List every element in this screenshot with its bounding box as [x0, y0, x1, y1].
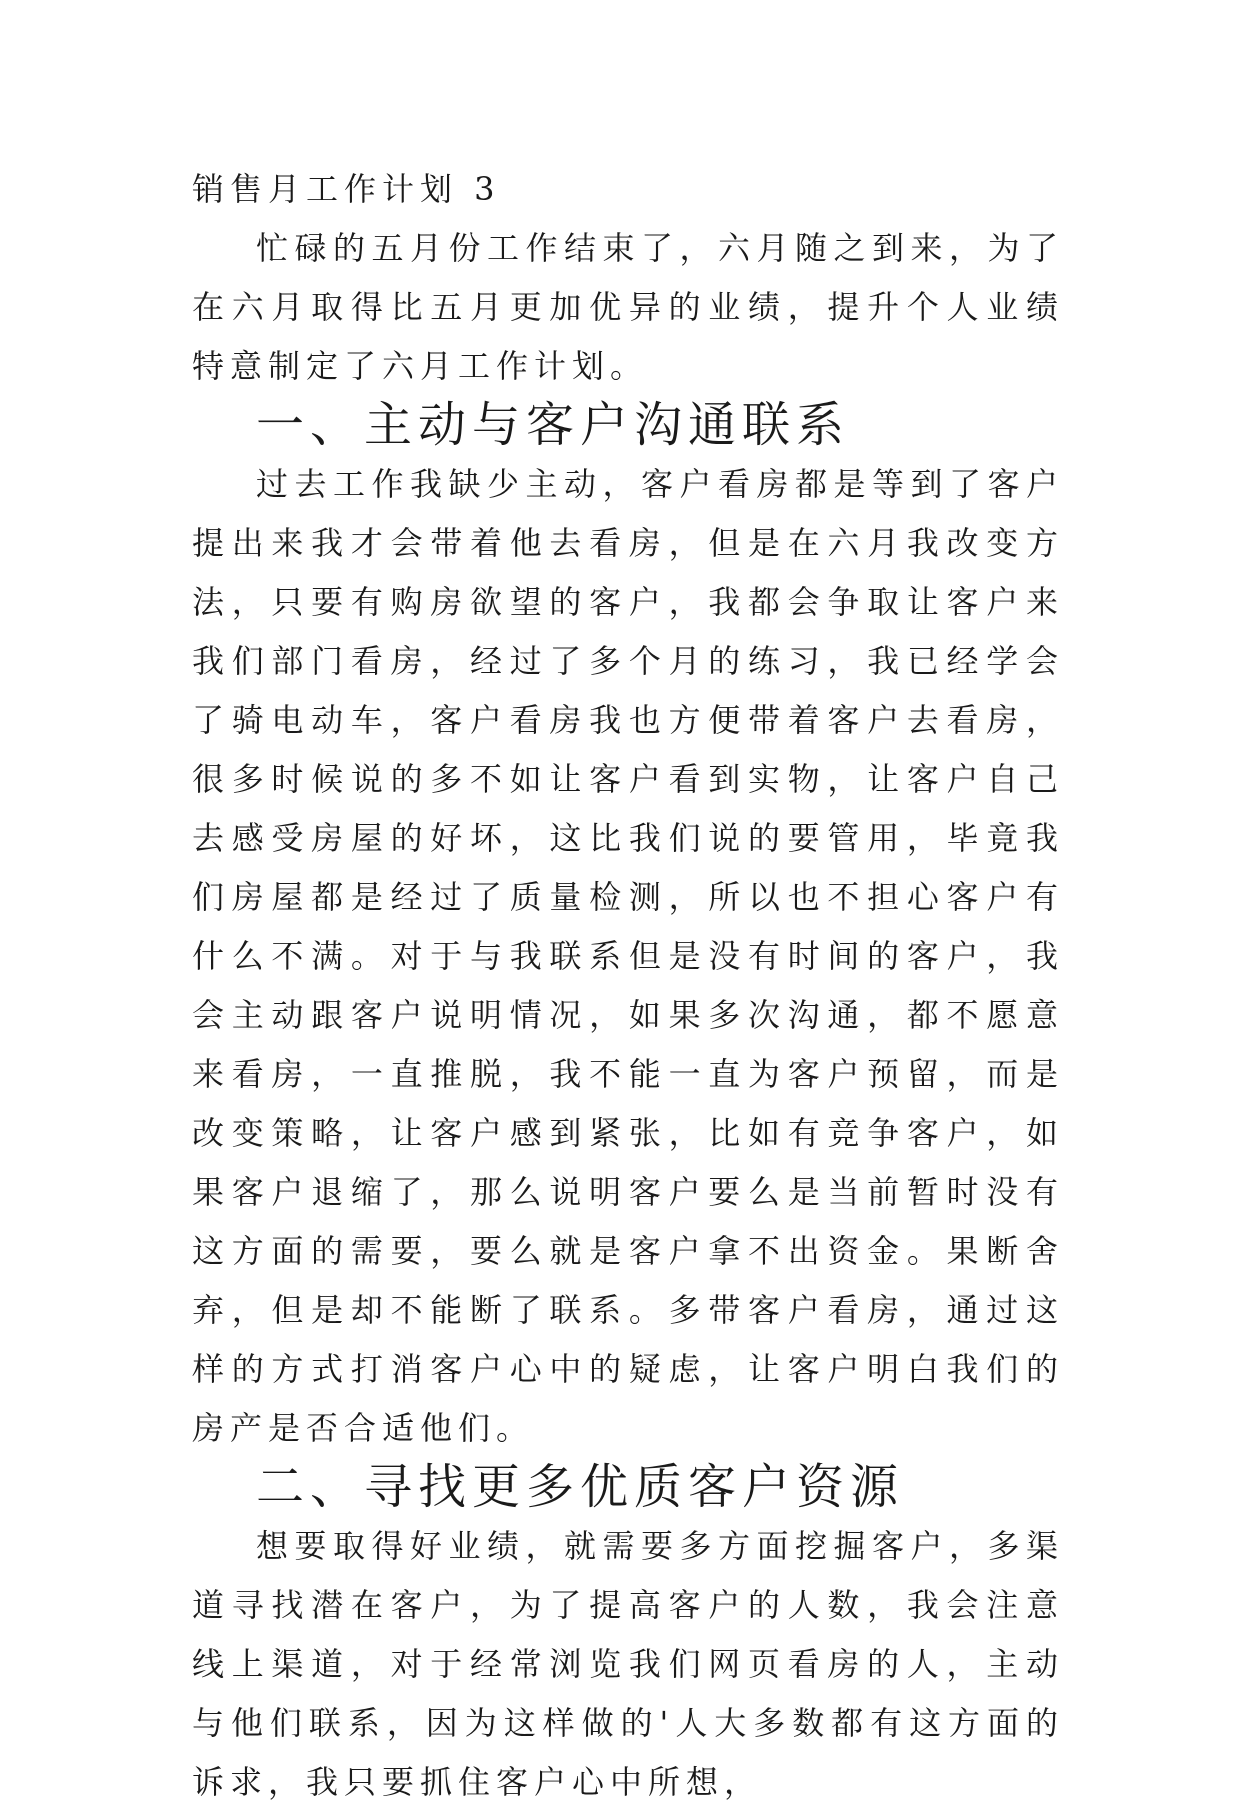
- intro-paragraph: 忙碌的五月份工作结束了，六月随之到来，为了在六月取得比五月更加优异的业绩，提升个人业绩特意制定了六月工作计划。: [192, 229, 1064, 385]
- document-body: [192, 160, 1064, 1812]
- section-2-paragraph: 想要取得好业绩，就需要多方面挖掘客户，多渠道寻找潜在客户，为了提高客户的人数，我会注意线上渠道，对于经常浏览我们网页看房的人，主动与他们联系，因为这样做的'人大多数都有这方面的诉求，我只要抓住客户心中所想，: [192, 1527, 1064, 1801]
- document-title: 销售月工作计划 3: [192, 170, 501, 208]
- section-2-heading: 二、寻找更多优质客户资源: [256, 1459, 905, 1515]
- section-1-heading: 一、主动与客户沟通联系: [256, 397, 851, 453]
- section-1-paragraph: 过去工作我缺少主动，客户看房都是等到了客户提出来我才会带着他去看房，但是在六月我改变方法，只要有购房欲望的客户，我都会争取让客户来我们部门看房，经过了多个月的练习，我已经学会了骑电动车，客户看房我也方便带着客户去看房，很多时候说的多不如让客户看到实物，让客户自己去感受房屋的好坏，这比我们说的要管用，毕竟我们房屋都是经过了质量检测，所以也不担心客户有什么不满。对于与我联系但是没有时间的客户，我会主动跟客户说明情况，如果多次沟通，都不愿意来看房，一直推脱，我不能一直为客户预留，而是改变策略，让客户感到紧张，比如有竞争客户，如果客户退缩了，那么说明客户要么是当前暂时没有这方面的需要，要么就是客户拿不出资金。果断舍弃，但是却不能断了联系。多带客户看房，通过这样的方式打消客户心中的疑虑，让客户明白我们的房产是否合适他们。: [192, 465, 1064, 1447]
